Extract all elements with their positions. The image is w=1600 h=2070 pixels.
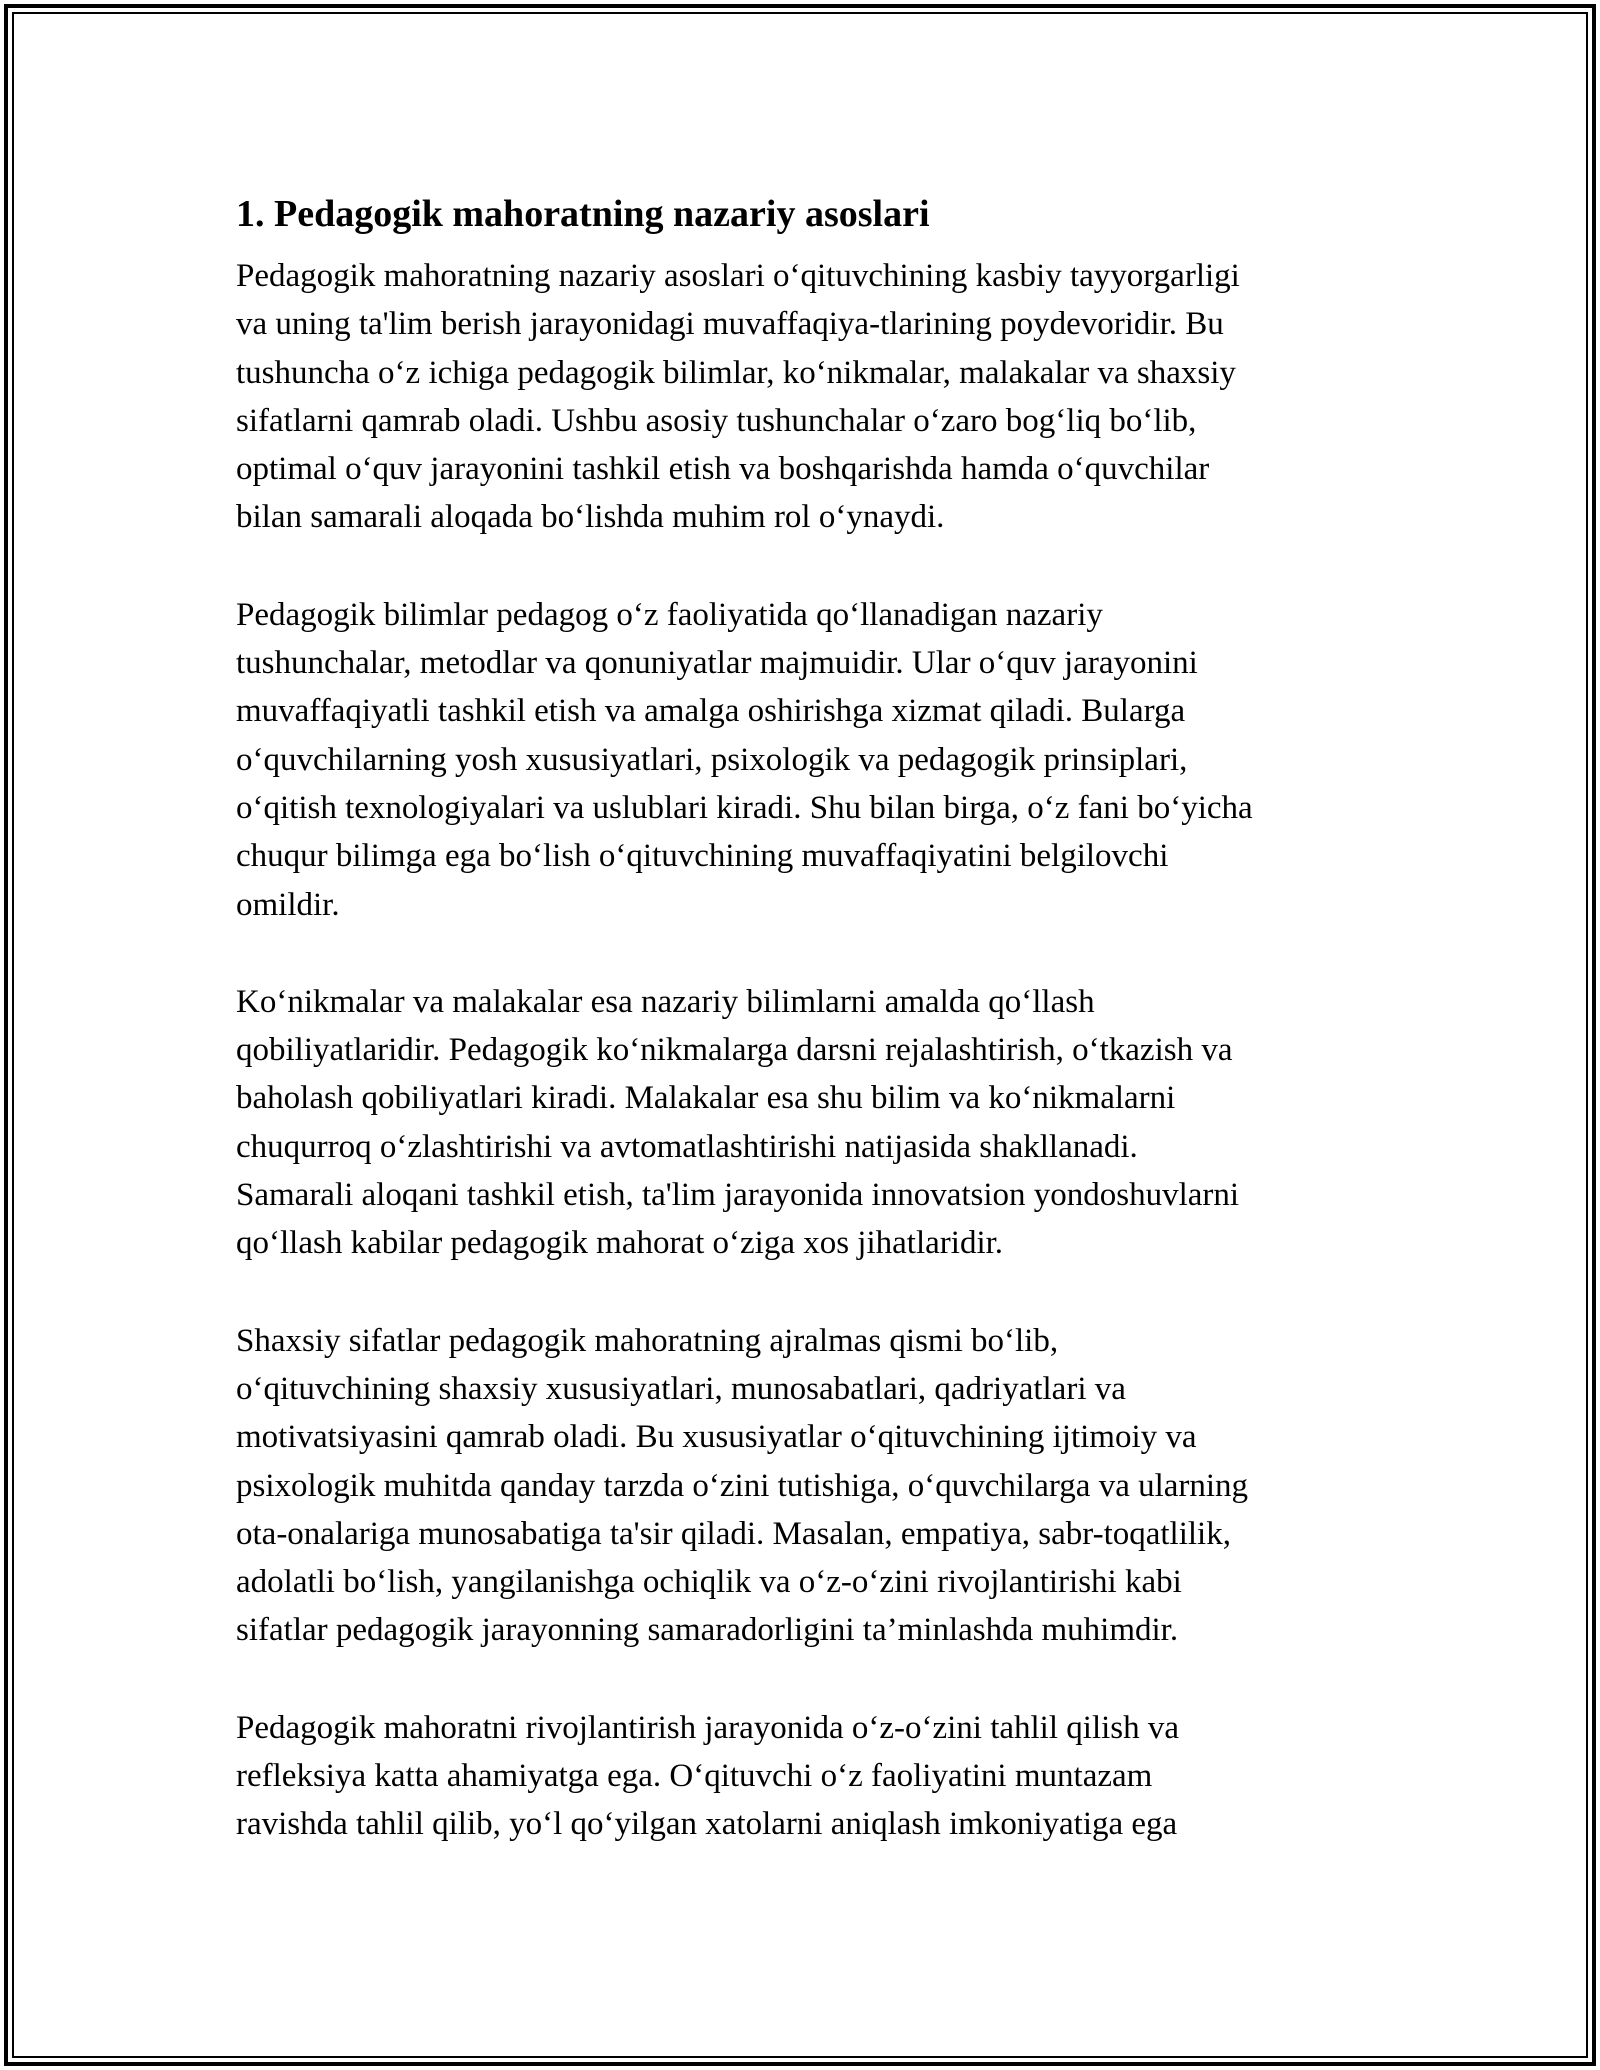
text-line: muvaffaqiyatli tashkil etish va amalga oshirishga xizmat qiladi. Bularga (236, 693, 1186, 730)
text-line: optimal o‘quv jarayonini tashkil etish va boshqarishda hamda o‘quvchilar (236, 451, 1210, 488)
text-line: ravishda tahlil qilib, yo‘l qo‘yilgan xatolarni aniqlash imkoniyatiga ega (236, 1806, 1178, 1843)
text-line: o‘qituvchining shaxsiy xususiyatlari, munosabatlari, qadriyatlari va (236, 1370, 1126, 1407)
text-line: chuqurroq o‘zlashtirishi va avtomatlashtirishi natijasida shakllanadi. (236, 1128, 1138, 1165)
text-line: refleksiya katta ahamiyatga ega. O‘qituvchi o‘z faoliyatini muntazam (236, 1758, 1153, 1795)
text-line: Ko‘nikmalar va malakalar esa nazariy bilimlarni amalda qo‘llash (236, 983, 1095, 1020)
text-line: qo‘llash kabilar pedagogik mahorat o‘ziga xos jihatlaridir. (236, 1225, 1004, 1262)
text-line: o‘qitish texnologiyalari va uslublari kiradi. Shu bilan birga, o‘z fani bo‘yicha (236, 789, 1253, 826)
text-line: tushuncha o‘z ichiga pedagogik bilimlar, ko‘nikmalar, malakalar va shaxsiy (236, 354, 1236, 391)
text-line: o‘quvchilarning yosh xususiyatlari, psixologik va pedagogik prinsiplari, (236, 741, 1188, 778)
text-line: sifatlarni qamrab oladi. Ushbu asosiy tushunchalar o‘zaro bog‘liq bo‘lib, (236, 402, 1197, 439)
paragraph-1 (236, 252, 1386, 542)
text-line: Pedagogik mahoratni rivojlantirish jarayonida o‘z-o‘zini tahlil qilish va (236, 1709, 1180, 1746)
section-heading: 1. Pedagogik mahoratning nazariy asoslari (236, 193, 930, 235)
text-line: adolatli bo‘lish, yangilanishga ochiqlik va o‘z-o‘zini rivojlantirishi kabi (236, 1564, 1182, 1601)
paragraph-5 (236, 1704, 1386, 1849)
text-line: chuqur bilimga ega bo‘lish o‘qituvchining muvaffaqiyatini belgilovchi (236, 838, 1169, 875)
text-line: qobiliyatlaridir. Pedagogik ko‘nikmalarga darsni rejalashtirish, o‘tkazish va (236, 1032, 1233, 1069)
paragraph-3 (236, 978, 1386, 1268)
text-line: baholash qobiliyatlari kiradi. Malakalar esa shu bilim va ko‘nikmalarni (236, 1080, 1176, 1117)
paragraph-4 (236, 1317, 1386, 1655)
text-line: Pedagogik mahoratning nazariy asoslari o‘qituvchining kasbiy tayyorgarligi (236, 258, 1240, 294)
text-line: psixologik muhitda qanday tarzda o‘zini tutishiga, o‘quvchilarga va ularning (236, 1467, 1249, 1504)
text-line: bilan samarali aloqada bo‘lishda muhim rol o‘ynaydi. (236, 499, 945, 536)
paragraph-2 (236, 591, 1386, 929)
text-line: Pedagogik bilimlar pedagog o‘z faoliyatida qo‘llanadigan nazariy (236, 596, 1103, 633)
text-line: Shaxsiy sifatlar pedagogik mahoratning ajralmas qismi bo‘lib, (236, 1322, 1059, 1359)
text-line: Samarali aloqani tashkil etish, ta'lim jarayonida innovatsion yondoshuvlarni (236, 1177, 1240, 1214)
text-line: ota-onalariga munosabatiga ta'sir qiladi. Masalan, empatiya, sabr-toqatlilik, (236, 1515, 1231, 1552)
text-line: tushunchalar, metodlar va qonuniyatlar majmuidir. Ular o‘quv jarayonini (236, 645, 1198, 682)
document-body (236, 186, 1386, 1898)
text-line: va uning ta'lim berish jarayonidagi muvaffaqiya-tlarining poydevoridir. Bu (236, 306, 1224, 343)
text-line: omildir. (236, 886, 340, 923)
text-line: sifatlar pedagogik jarayonning samaradorligini ta’minlashda muhimdir. (236, 1612, 1179, 1649)
text-line: motivatsiyasini qamrab oladi. Bu xususiyatlar o‘qituvchining ijtimoiy va (236, 1419, 1197, 1456)
